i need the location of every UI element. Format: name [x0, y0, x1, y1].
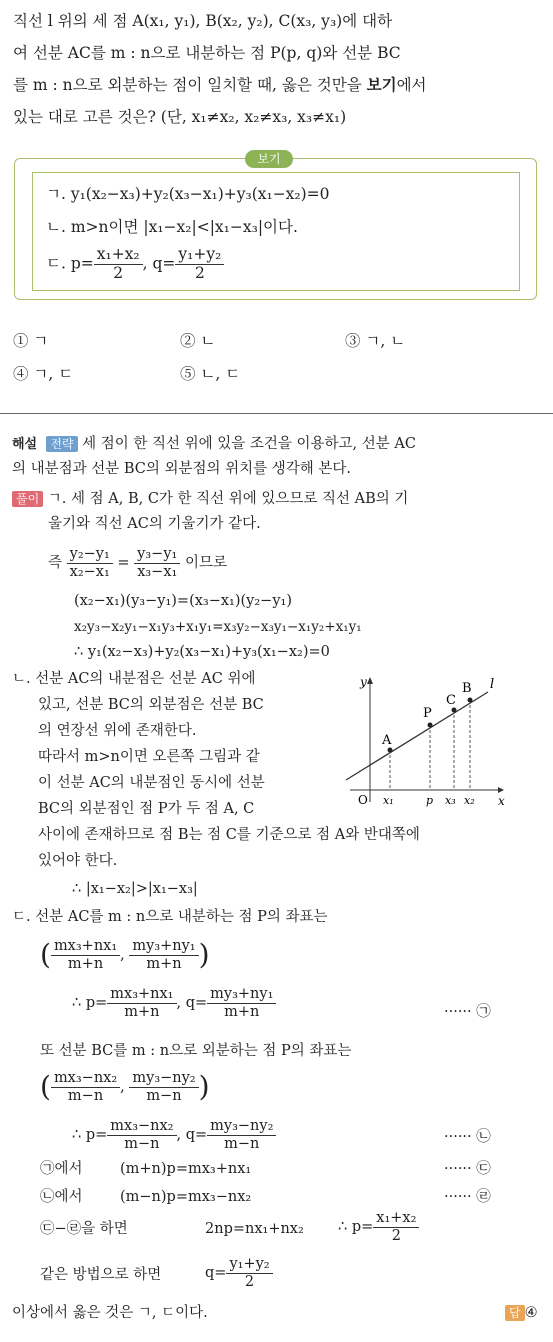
- label-B: B: [462, 681, 472, 696]
- strategy-badge: 전략: [46, 436, 77, 452]
- sol-d-line-1: ㄷ. 선분 AC를 m : n으로 내분하는 점 P의 좌표는: [12, 909, 328, 925]
- y-axis-label: y: [360, 675, 367, 689]
- label-P: P: [423, 706, 432, 721]
- fraction: $\frac{\text{mx₃−nx₂}}{m-n}$: [51, 1070, 120, 1104]
- bogi-item-2: ㄴ. m>n이면 |x₁−x₂|<|x₁−x₃|이다.: [46, 218, 298, 236]
- bogi-item-1: ㄱ. y₁(x₂−x₃)+y₂(x₃−x₁)+y₃(x₁−x₂)=0: [46, 185, 330, 203]
- origin-label: O: [358, 793, 368, 807]
- bogi-tab: 보기: [245, 150, 293, 168]
- haeseol-label: 해설: [12, 437, 38, 452]
- problem-line-4: 있는 대로 고른 것은? (단, x₁≠x₂, x₂≠x₃, x₃≠x₁): [13, 108, 347, 126]
- point-P: [428, 723, 433, 728]
- coordinate-figure: [338, 672, 508, 812]
- x-axis-label: x: [498, 794, 505, 808]
- problem-line-3: 를 m : n으로 외분하는 점이 일치할 때, 옳은 것만을 보기에서: [13, 75, 427, 94]
- fraction: $\frac{\text{y₂−y₁}}{\text{x₂−x₁}}$: [67, 546, 113, 580]
- sol-g-line-2: 울기와 직선 AC의 기울기가 같다.: [48, 516, 261, 532]
- sol-d-line-7a: ㉠에서: [40, 1161, 83, 1177]
- sol-d-line-9c: ∴ p= $\frac{\text{x₁+x₂}}{2}$: [338, 1210, 419, 1244]
- line-label: l: [490, 677, 495, 692]
- label-C: C: [446, 693, 456, 708]
- sol-n-line-1: ㄴ. 선분 AC의 내분점은 선분 AC 위에: [12, 671, 256, 687]
- sol-n-line-4: 따라서 m>n이면 오른쪽 그림과 같: [38, 749, 260, 765]
- sol-d-line-10a: 같은 방법으로 하면: [40, 1267, 162, 1283]
- label-A: A: [382, 733, 392, 748]
- sol-n-line-6: BC의 외분점인 점 P가 두 점 A, C: [38, 801, 255, 817]
- sol-d-line-8b: (m−n)p=mx₃−nx₂: [120, 1189, 252, 1205]
- tag-2: ······ ㉡: [444, 1129, 491, 1145]
- problem-line-1: 직선 l 위의 세 점 A(x₁, y₁), B(x₂, y₂), C(x₃, y₃)에 대하: [13, 12, 393, 30]
- choice-5[interactable]: ⑤ ㄴ, ㄷ: [180, 365, 241, 383]
- choice-4[interactable]: ④ ㄱ, ㄷ: [13, 365, 74, 383]
- bogi-reference: 보기: [366, 75, 397, 94]
- fraction: $\frac{\text{y₁+y₂}}{2}$: [175, 246, 224, 283]
- strategy-line-1: 해설 전략 세 점이 한 직선 위에 있을 조건을 이용하고, 선분 AC: [12, 436, 416, 452]
- problem-line-2: 여 선분 AC를 m : n으로 내분하는 점 P(p, q)와 선분 BC: [13, 44, 401, 62]
- fraction: $\frac{\text{mx₃−nx₂}}{m-n}$: [107, 1118, 176, 1152]
- fraction: $\frac{\text{mx₃+nx₁}}{m+n}$: [51, 938, 120, 972]
- sol-n-line-7: 사이에 존재하므로 점 B는 점 C를 기준으로 점 A와 반대쪽에: [38, 827, 420, 843]
- fraction: $\frac{\text{mx₃+nx₁}}{m+n}$: [107, 986, 176, 1020]
- tag-4: ······ ㉣: [444, 1189, 491, 1205]
- pul-badge: 풀이: [12, 491, 43, 507]
- sol-d-line-2: ( $\frac{\text{mx₃+nx₁}}{m+n}$ , $\frac{\text{my₃+ny₁}}{m+n}$ ): [40, 938, 210, 972]
- answer-badge: 답: [505, 1305, 525, 1321]
- tick-p: p: [426, 794, 434, 807]
- line-l: [346, 692, 488, 780]
- sol-g-line-4: (x₂−x₁)(y₃−y₁)=(x₃−x₁)(y₂−y₁): [74, 593, 292, 609]
- sol-n-line-3: 의 연장선 위에 존재한다.: [38, 723, 197, 739]
- fraction: $\frac{\text{x₁+x₂}}{2}$: [94, 246, 143, 283]
- sol-n-line-5: 이 선분 AC의 내분점인 동시에 선분: [38, 775, 265, 791]
- choice-1[interactable]: ① ㄱ: [13, 332, 49, 350]
- fraction: $\frac{\text{my₃−ny₂}}{m-n}$: [207, 1118, 276, 1152]
- sol-g-line-1: 풀이 ㄱ. 세 점 A, B, C가 한 직선 위에 있으므로 직선 AB의 기: [12, 488, 408, 510]
- bogi-item-3: ㄷ. p= $\frac{\text{x₁+x₂}}{2}$ , q= $\frac{\text{y₁+y₂}}{2}$: [46, 246, 224, 283]
- fraction: $\frac{\text{my₃+ny₁}}{m+n}$: [129, 938, 198, 972]
- fraction: $\frac{\text{my₃+ny₁}}{m+n}$: [207, 986, 276, 1020]
- sol-n-line-2: 있고, 선분 BC의 외분점은 선분 BC: [38, 697, 264, 713]
- sol-n-line-9: ∴ |x₁−x₂|>|x₁−x₃|: [72, 881, 198, 897]
- sol-d-line-3: ∴ p= $\frac{\text{mx₃+nx₁}}{m+n}$ , q= $\frac{\text{my₃+ny₁}}{m+n}$: [72, 986, 276, 1020]
- sol-g-line-6: ∴ y₁(x₂−x₃)+y₂(x₃−x₁)+y₃(x₁−x₂)=0: [74, 644, 330, 660]
- sol-d-line-6: ∴ p= $\frac{\text{mx₃−nx₂}}{m-n}$ , q= $\frac{\text{my₃−ny₂}}{m-n}$: [72, 1118, 276, 1152]
- sol-d-line-4: 또 선분 BC를 m : n으로 외분하는 점 P의 좌표는: [40, 1043, 352, 1059]
- sol-d-line-10b: q= $\frac{\text{y₁+y₂}}{2}$: [205, 1256, 273, 1290]
- sol-d-line-5: ( $\frac{\text{mx₃−nx₂}}{m-n}$ , $\frac{\text{my₃−ny₂}}{m-n}$ ): [40, 1070, 210, 1104]
- section-divider: [0, 413, 553, 414]
- x-axis-arrow: [498, 787, 504, 793]
- sol-d-line-9a: ㉢−㉣을 하면: [40, 1221, 128, 1237]
- fraction: $\frac{\text{y₃−y₁}}{\text{x₃−x₁}}$: [134, 546, 180, 580]
- sol-d-line-9b: 2np=nx₁+nx₂: [205, 1221, 304, 1237]
- choice-2[interactable]: ② ㄴ: [180, 332, 216, 350]
- tag-3: ······ ㉢: [444, 1161, 491, 1177]
- fraction: $\frac{\text{y₁+y₂}}{2}$: [226, 1256, 272, 1290]
- sol-d-line-7b: (m+n)p=mx₃+nx₁: [120, 1161, 252, 1177]
- point-B: [468, 698, 473, 703]
- strategy-line-2: 의 내분점과 선분 BC의 외분점의 위치를 생각해 본다.: [12, 461, 352, 477]
- tick-x3: x₃: [445, 794, 456, 807]
- sol-g-line-5: x₂y₃−x₂y₁−x₁y₃+x₁y₁=x₃y₂−x₃y₁−x₁y₂+x₁y₁: [74, 619, 362, 635]
- sol-g-line-3: 즉 $\frac{\text{y₂−y₁}}{\text{x₂−x₁}}$ = $\frac{\text{y₃−y₁}}{\text{x₃−x₁}}$ 이므로: [48, 546, 227, 580]
- tick-x1: x₁: [383, 794, 394, 807]
- point-A: [388, 748, 393, 753]
- tag-1: ······ ㉠: [444, 1004, 491, 1020]
- fraction: $\frac{\text{my₃−ny₂}}{m-n}$: [129, 1070, 198, 1104]
- conclusion: 이상에서 옳은 것은 ㄱ, ㄷ이다.: [12, 1305, 208, 1321]
- answer: 답 ④: [505, 1302, 538, 1324]
- sol-d-line-8a: ㉡에서: [40, 1189, 83, 1205]
- y-axis-arrow: [367, 677, 373, 684]
- tick-x2: x₂: [464, 794, 475, 807]
- choice-3[interactable]: ③ ㄱ, ㄴ: [345, 332, 406, 350]
- fraction: $\frac{\text{x₁+x₂}}{2}$: [373, 1210, 419, 1244]
- point-C: [452, 708, 457, 713]
- sol-n-line-8: 있어야 한다.: [38, 853, 118, 869]
